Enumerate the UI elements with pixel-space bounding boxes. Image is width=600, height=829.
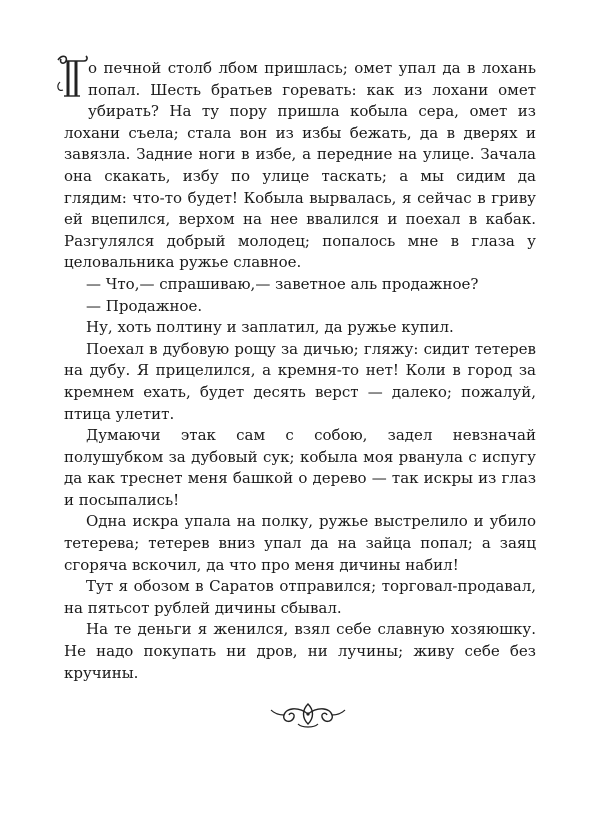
paragraph-6: Думаючи этак сам с собою, задел невзначай полушубком за дубовый сук; кобыла моя рванула с испугу да как треснет меня башкой о дерево — так искры из глаз и посыпались!: [64, 426, 536, 509]
paragraph-7: Одна искра упала на полку, ружье выстрелило и убило тетерева; тетерев вниз упал да на зайца попал; а заяц сгоряча вскочил, да что про меня дичины набил!: [64, 512, 536, 574]
paragraph-4: Ну, хоть полтину и заплатил, да ружье купил.: [86, 318, 454, 337]
story-text: [64, 58, 536, 684]
paragraph-1: [64, 58, 536, 274]
paragraph-5: Поехал в дубовую рощу за дичью; гляжу: сидит тетерев на дубу. Я прицелился, а кремня-то нет! Коли в город за кремнем ехать, будет десять верст — далеко; пожалуй, птица улетит.: [64, 339, 536, 423]
drop-cap-ornament: [54, 58, 86, 104]
paragraph-3: — Продажное.: [86, 296, 203, 315]
paragraph-8: Тут я обозом в Саратов отправился; торговал-продавал, на пятьсот рублей дичины сбывал.: [64, 577, 536, 617]
ornamental-letter-icon: [54, 52, 90, 102]
paragraph-9: На те деньги я женился, взял себе славную хозяюшку. Не надо покупать ни дров, ни лучины; живу себе без кручины.: [64, 620, 536, 682]
end-vignette-ornament-icon: [268, 700, 348, 730]
paragraph-1-text: о печной столб лбом пришлась; омет упал да в лохань попал. Шесть братьев горевать: как из лохани омет убирать? На ту пору пришла кобыла сера, омет из лохани съела; стала вон из избы бежать, да в дверях и завязла. Задние ноги в избе, а передние на улице. Зачала она скакать, избу по улице таскать; а мы сидим да глядим: что-то будет! Кобыла вырвалась, я сейчас в гриву ей вцепился, верхом на нее ввалился и поехал в кабак. Разгулялся добрый молодец; попалось мне в глаза у целовальника ружье славное.: [64, 59, 536, 272]
paragraph-2: — Что,— спрашиваю,— заветное аль продажное?: [86, 274, 479, 293]
